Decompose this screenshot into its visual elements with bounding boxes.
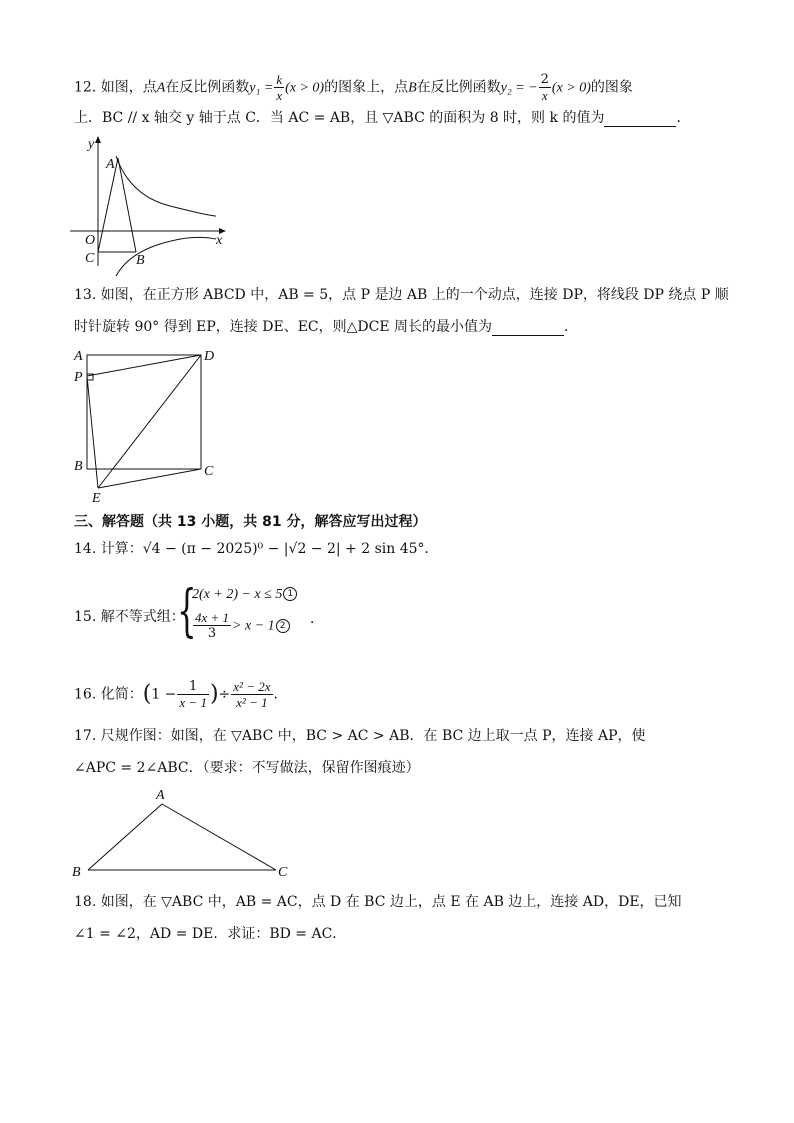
q15-inequality-1: 2(x + 2) − x ≤ 5 1 (192, 584, 297, 605)
q13-figure (70, 344, 230, 504)
q13-line1: 13. 如图，在正方形 ABCD 中，AB = 5，点 P 是边 AB 上的一个动点，连接 DP，将线段 DP 绕点 P 顺 (74, 287, 729, 303)
q12-line1: 12. 如图，点A在反比例函数y₁ = $\frac{k}{x}$ (x > 0)的图象上，点B在反比例函数y₂ = − $\frac{2}{x}$ (x > 0)的图象 (74, 72, 633, 103)
q18-line1: 18. 如图，在 ▽ABC 中，AB = AC，点 D 在 BC 边上，点 E 在 AB 边上，连接 AD，DE，已知 (74, 894, 682, 910)
circled-number-2: 2 (276, 619, 290, 633)
fig13-label-D: D (204, 349, 215, 364)
q12-line2: 上．BC // x 轴交 y 轴于点 C．当 AC = AB，且 ▽ABC 的面积为 8 时，则 k 的值为 ． (74, 110, 691, 126)
q17-figure (70, 784, 310, 884)
q18-line2: ∠1 = ∠2，AD = DE．求证：BD = AC． (74, 926, 347, 942)
q13-line2: 时针旋转 90° 得到 EP，连接 DE、EC，则△DCE 周长的最小值为 ． (74, 319, 579, 335)
fraction-k-over-x: $\frac{k}{x}$ (276, 72, 283, 103)
circled-number-1: 1 (283, 587, 297, 601)
fig12-label-y: y (88, 137, 95, 152)
fig12-label-B: B (136, 253, 145, 268)
left-brace: { (177, 579, 197, 644)
q14-line: 14. 计算：√4 − (π − 2025)⁰ − |√2 − 2| + 2 sin 45°． (74, 541, 439, 557)
fig13-label-B: B (74, 459, 83, 474)
q15-inequality-2: $\frac{4x + 1}{3}$ > x − 1 2 (192, 610, 290, 641)
section-heading: 三、解答题（共 13 小题，共 81 分，解答应写出过程） (74, 514, 427, 530)
fig13-label-C: C (204, 464, 214, 479)
fig12-label-C: C (85, 251, 95, 266)
answer-blank (604, 112, 676, 127)
q17-line1: 17. 尺规作图：如图，在 ▽ABC 中，BC > AC > AB．在 BC 边上取一点 P，连接 AP，使 (74, 728, 646, 744)
q15-end: ． (310, 611, 324, 627)
fig17-label-A: A (156, 788, 165, 803)
q16-line: 16. 化简：(1 − $\frac{1}{x - 1}$ )÷ $\frac{\text{x² − 2x}}{\text{x² − 1}}$ ． (74, 679, 288, 710)
fraction-1-over-x-1: $\frac{1}{x - 1}$ (179, 679, 207, 710)
fig17-label-C: C (278, 865, 288, 880)
fig13-label-A: A (74, 349, 83, 364)
fig12-label-A: A (106, 157, 115, 172)
fraction-4x1-over-3: $\frac{4x + 1}{3}$ (195, 610, 230, 641)
q15-label: 15. 解不等式组： (74, 609, 185, 625)
fig12-label-x: x (216, 233, 223, 248)
fig12-label-O: O (85, 233, 96, 248)
q12-figure (70, 136, 230, 276)
fig17-label-B: B (72, 865, 81, 880)
fig13-label-P: P (74, 370, 83, 385)
fraction-x2-2x-over-x2-1: $\frac{\text{x² − 2x}}{\text{x² − 1}}$ (233, 679, 271, 710)
answer-blank (492, 321, 564, 336)
q17-line2: ∠APC = 2∠ABC．（要求：不写做法，保留作图痕迹） (74, 760, 420, 776)
fig13-label-E: E (92, 491, 101, 506)
fraction-2-over-x: $\frac{2}{x}$ (540, 72, 549, 103)
